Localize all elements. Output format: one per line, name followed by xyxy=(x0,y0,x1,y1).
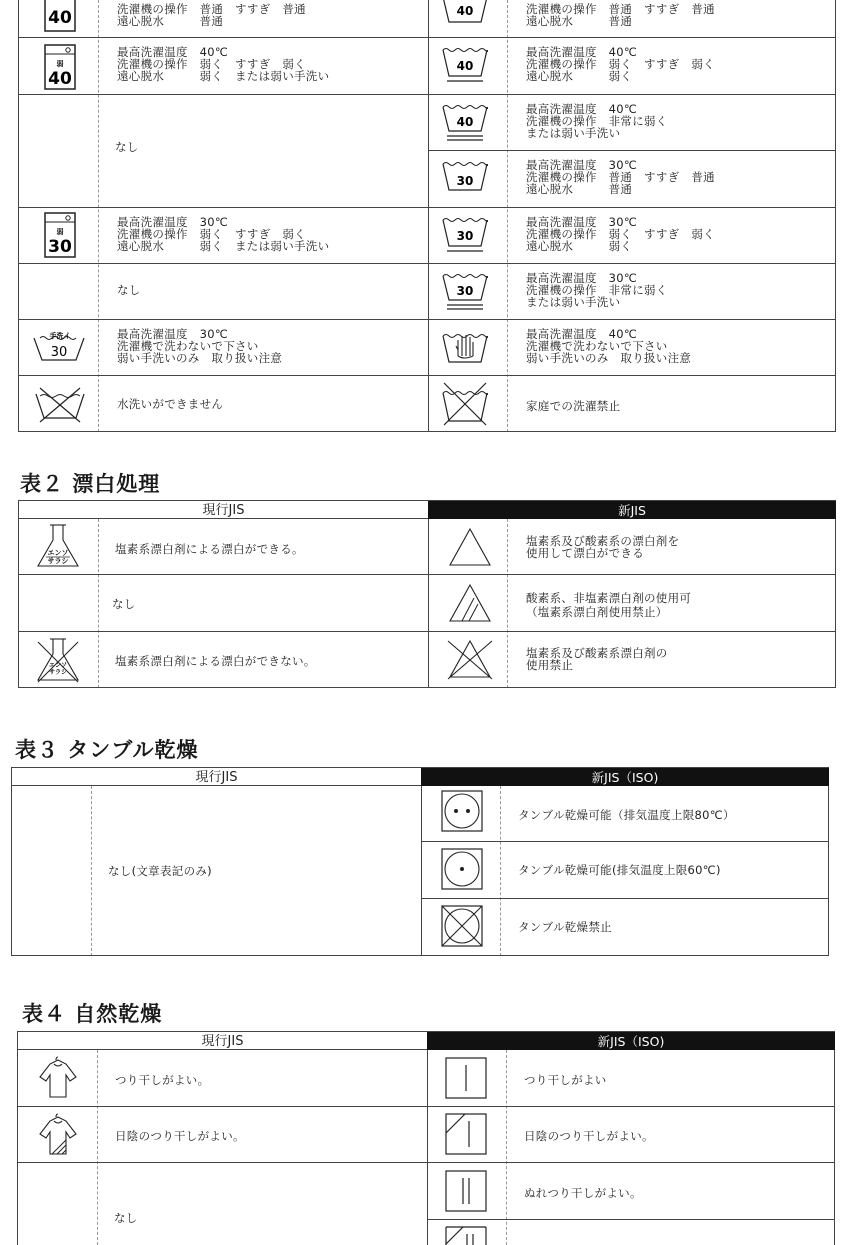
header-new-jis: 新JIS xyxy=(428,500,836,519)
shade-hang-dry-shirt-icon xyxy=(36,1112,80,1158)
svg-text:30: 30 xyxy=(456,229,474,243)
old-wash-desc: なし xyxy=(115,140,139,154)
line-dry-icon xyxy=(445,1057,489,1101)
new-wash-desc: 最高洗濯温度 30℃ 洗濯機の操作 弱く すすぎ 弱く 遠心脱水 弱く xyxy=(526,215,715,253)
new-dry-desc: つり干しがよい xyxy=(524,1073,607,1087)
header-current-jis: 現行JIS xyxy=(11,767,421,786)
svg-text:手洗イ: 手洗イ xyxy=(49,332,71,340)
wash-40-icon xyxy=(44,0,76,34)
hand-wash-tub-icon xyxy=(442,328,488,366)
drip-dry-icon xyxy=(445,1170,489,1214)
header-current-jis: 現行JIS xyxy=(17,1031,427,1050)
svg-text:40: 40 xyxy=(456,4,474,18)
svg-text:30: 30 xyxy=(50,345,68,360)
new-bleach-desc: 塩素系及び酸素系漂白剤の 使用禁止 xyxy=(526,646,668,672)
tub-30-icon xyxy=(442,160,488,194)
new-dry-desc: ぬれつり干しがよい。 xyxy=(524,1186,642,1200)
section-title-tumble: 表３ タンブル乾燥 xyxy=(15,738,199,762)
header-new-jis: 新JIS（ISO) xyxy=(421,767,829,786)
new-wash-desc: 最高洗濯温度 40℃ 洗濯機の操作 非常に弱く または弱い手洗い xyxy=(526,102,668,140)
no-bleach-triangle-icon xyxy=(444,637,496,681)
header-current-jis: 現行JIS xyxy=(18,500,428,519)
new-tumble-desc: タンブル乾燥禁止 xyxy=(518,920,612,934)
wash-30-gentle-icon xyxy=(44,212,76,258)
old-tumble-desc: なし(文章表記のみ) xyxy=(108,864,212,878)
svg-text:40: 40 xyxy=(48,69,72,89)
new-bleach-desc: 酸素系、非塩素漂白剤の使用可 （塩素系漂白剤使用禁止） xyxy=(526,591,692,619)
old-wash-desc: 最高洗濯温度 30℃ 洗濯機で洗わないで下さい 弱い手洗いのみ 取り扱い注意 xyxy=(117,327,283,365)
header-new-jis: 新JIS（ISO) xyxy=(427,1031,835,1050)
new-bleach-desc: 塩素系及び酸素系の漂白剤を 使用して漂白ができる xyxy=(526,534,680,560)
no-wash-icon xyxy=(34,384,86,424)
new-dry-desc: 日陰のつり干しがよい。 xyxy=(524,1129,654,1143)
oxygen-bleach-triangle-icon xyxy=(448,583,492,623)
old-wash-desc: 水洗いができません xyxy=(117,397,224,411)
line-dry-shade-icon xyxy=(445,1113,489,1157)
new-wash-desc: 最高洗濯温度 30℃ 洗濯機の操作 非常に弱く または弱い手洗い xyxy=(526,271,668,309)
old-wash-desc: 最高洗濯温度 40℃ 洗濯機の操作 弱く すすぎ 弱く 遠心脱水 弱く または弱い手洗い xyxy=(117,45,330,83)
svg-text:40: 40 xyxy=(456,59,474,73)
svg-text:30: 30 xyxy=(456,174,474,188)
tub-40-icon xyxy=(442,0,488,26)
chlorine-flask-icon xyxy=(34,522,82,570)
new-wash-desc: 最高洗濯温度 40℃ 洗濯機で洗わないで下さい 弱い手洗いのみ 取り扱い注意 xyxy=(526,327,692,365)
svg-text:サラシ: サラシ xyxy=(47,557,69,565)
svg-text:エンソ: エンソ xyxy=(47,549,69,557)
tub-30-very-gentle-icon xyxy=(442,272,488,314)
old-dry-desc: つり干しがよい。 xyxy=(115,1073,210,1087)
new-wash-desc: 最高洗濯温度 30℃ 洗濯機の操作 普通 すすぎ 普通 遠心脱水 普通 xyxy=(526,158,715,196)
svg-text:弱: 弱 xyxy=(56,60,64,68)
svg-text:30: 30 xyxy=(456,284,474,298)
no-chlorine-flask-icon xyxy=(34,636,82,684)
old-wash-desc: なし xyxy=(117,283,141,297)
section-title-natural-dry: 表４ 自然乾燥 xyxy=(22,1002,163,1026)
svg-text:サラシ: サラシ xyxy=(48,669,68,676)
bleach-triangle-icon xyxy=(448,527,492,567)
hang-dry-shirt-icon xyxy=(36,1055,80,1101)
no-tumble-dry-icon xyxy=(441,905,485,947)
old-bleach-desc: なし xyxy=(112,597,136,611)
wash-40-gentle-icon xyxy=(44,44,76,90)
no-home-wash-icon xyxy=(442,381,488,427)
svg-text:30: 30 xyxy=(48,237,72,257)
tub-30-gentle-icon xyxy=(442,216,488,256)
new-tumble-desc: タンブル乾燥可能（排気温度上限80℃） xyxy=(518,808,735,822)
new-wash-desc: 洗濯機の操作 普通 すすぎ 普通 遠心脱水 普通 xyxy=(526,2,715,28)
old-wash-desc: 洗濯機の操作 普通 すすぎ 普通 遠心脱水 普通 xyxy=(117,2,306,28)
tumble-dry-low-icon xyxy=(441,848,485,890)
new-wash-desc: 家庭での洗濯禁止 xyxy=(526,399,621,413)
old-dry-desc: なし xyxy=(114,1211,138,1225)
old-bleach-desc: 塩素系漂白剤による漂白ができない。 xyxy=(115,654,316,668)
section-title-bleach: 表２ 漂白処理 xyxy=(20,472,161,496)
hand-wash-30-icon xyxy=(32,330,86,364)
tub-40-very-gentle-icon xyxy=(442,103,488,145)
old-wash-desc: 最高洗濯温度 30℃ 洗濯機の操作 弱く すすぎ 弱く 遠心脱水 弱く または弱い手洗い xyxy=(117,215,330,253)
old-dry-desc: 日陰のつり干しがよい。 xyxy=(115,1129,245,1143)
drip-dry-shade-icon xyxy=(445,1226,489,1245)
svg-text:40: 40 xyxy=(456,115,474,129)
svg-text:エンソ: エンソ xyxy=(48,662,68,669)
svg-text:40: 40 xyxy=(48,8,72,28)
new-tumble-desc: タンブル乾燥可能(排気温度上限60℃) xyxy=(518,863,721,877)
svg-text:弱: 弱 xyxy=(56,228,64,236)
old-bleach-desc: 塩素系漂白剤による漂白ができる。 xyxy=(115,542,304,556)
tumble-dry-high-icon xyxy=(441,790,485,832)
tub-40-gentle-icon xyxy=(442,46,488,86)
new-wash-desc: 最高洗濯温度 40℃ 洗濯機の操作 弱く すすぎ 弱く 遠心脱水 弱く xyxy=(526,45,715,83)
